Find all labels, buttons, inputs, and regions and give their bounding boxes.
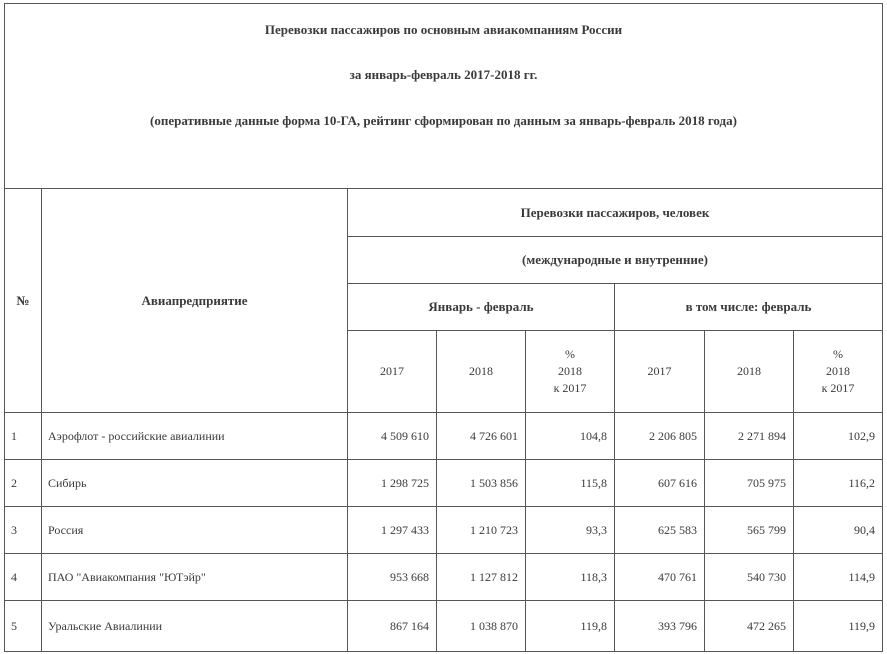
f-2017-value: 2 206 805 bbox=[649, 428, 697, 443]
row-num: 5 bbox=[11, 618, 17, 633]
header-feb: в том числе: февраль bbox=[685, 299, 812, 314]
header-f-pct bbox=[794, 331, 882, 412]
row-num: 1 bbox=[11, 428, 17, 443]
header-num: № bbox=[16, 292, 30, 308]
report-title: Перевозки пассажиров по основным авиакомпаниям России bbox=[264, 22, 623, 37]
jf-pct-value: 93,3 bbox=[586, 522, 607, 537]
header-jf-2017: 2017 bbox=[380, 364, 404, 378]
f-2017-value: 393 796 bbox=[658, 618, 697, 633]
jf-pct-value: 115,8 bbox=[580, 475, 607, 490]
header-f-2017: 2017 bbox=[647, 364, 672, 378]
jf-2018-value: 1 038 870 bbox=[470, 618, 518, 633]
header-traffic-type: (международные и внутренние) bbox=[522, 252, 708, 267]
f-pct-value: 90,4 bbox=[854, 522, 875, 537]
header-jf-2018: 2018 bbox=[469, 364, 493, 378]
report-note: (оперативные данные форма 10-ГА, рейтинг сформирован по данным за январь-февраль 2018 года) bbox=[150, 113, 737, 128]
airline-name: ПАО "Авиакомпания "ЮТэйр" bbox=[48, 569, 206, 584]
airline-name: Сибирь bbox=[48, 475, 87, 490]
f-2018-value: 2 271 894 bbox=[738, 428, 786, 443]
row-num: 2 bbox=[11, 475, 17, 490]
jf-2017-value: 1 298 725 bbox=[381, 475, 429, 490]
report-table bbox=[4, 3, 883, 652]
pct-year: 2018 bbox=[558, 364, 582, 378]
f-2018-value: 540 730 bbox=[747, 569, 786, 584]
header-jf-pct bbox=[526, 331, 614, 412]
f-2017-value: 470 761 bbox=[658, 569, 697, 584]
header-f-2018: 2018 bbox=[737, 364, 761, 378]
f-2017-value: 625 583 bbox=[658, 522, 697, 537]
f-2018-value: 565 799 bbox=[747, 522, 786, 537]
jf-2018-value: 4 726 601 bbox=[470, 428, 518, 443]
f-2017-value: 607 616 bbox=[658, 475, 697, 490]
report-period: за январь-февраль 2017-2018 гг. bbox=[349, 67, 538, 82]
header-airline: Авиапредприятие bbox=[141, 292, 248, 308]
jf-pct-value: 104,8 bbox=[580, 428, 607, 443]
f-pct-value: 114,9 bbox=[848, 569, 875, 584]
pct-year: 2018 bbox=[826, 364, 850, 378]
jf-2017-value: 1 297 433 bbox=[381, 522, 429, 537]
pct-symbol: % bbox=[833, 347, 843, 361]
jf-2018-value: 1 127 812 bbox=[470, 569, 518, 584]
f-2018-value: 472 265 bbox=[747, 618, 786, 633]
row-num: 3 bbox=[11, 522, 17, 537]
jf-2017-value: 953 668 bbox=[390, 569, 429, 584]
jf-2017-value: 867 164 bbox=[390, 618, 429, 633]
jf-pct-value: 118,3 bbox=[580, 569, 607, 584]
f-pct-value: 102,9 bbox=[848, 428, 875, 443]
pct-base: к 2017 bbox=[553, 381, 587, 395]
jf-2018-value: 1 503 856 bbox=[470, 475, 518, 490]
airline-name: Уральские Авиалинии bbox=[48, 618, 163, 633]
pct-symbol: % bbox=[565, 347, 575, 361]
pct-base: к 2017 bbox=[821, 381, 855, 395]
header-passengers: Перевозки пассажиров, человек bbox=[520, 204, 710, 220]
airline-name: Аэрофлот - российские авиалинии bbox=[48, 428, 225, 443]
header-jan-feb: Январь - февраль bbox=[428, 299, 534, 314]
airline-name: Россия bbox=[48, 522, 84, 537]
jf-2017-value: 4 509 610 bbox=[381, 428, 429, 443]
row-num: 4 bbox=[11, 569, 17, 584]
jf-pct-value: 119,8 bbox=[580, 618, 607, 633]
jf-2018-value: 1 210 723 bbox=[470, 522, 518, 537]
report-header bbox=[5, 4, 882, 189]
f-pct-value: 119,9 bbox=[848, 618, 875, 633]
f-pct-value: 116,2 bbox=[848, 475, 875, 490]
f-2018-value: 705 975 bbox=[747, 475, 786, 490]
